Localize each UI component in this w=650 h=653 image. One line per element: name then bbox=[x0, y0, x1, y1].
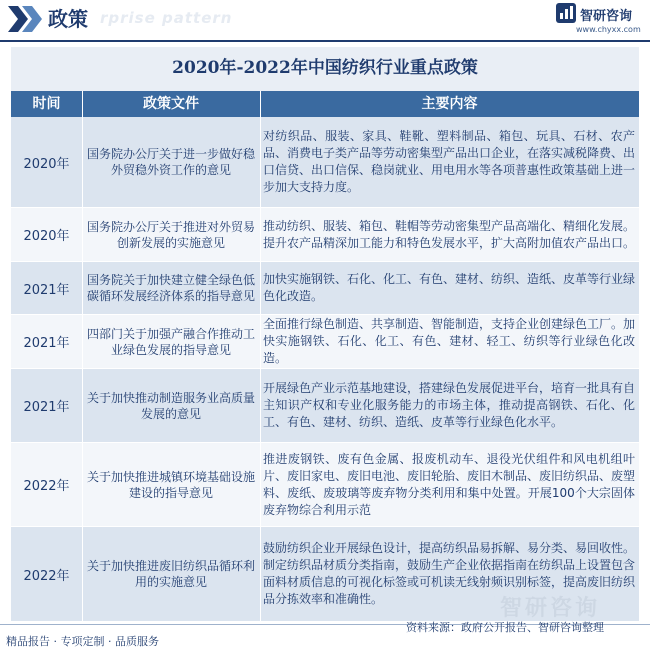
row-doc: 关于加快推动制造服务业高质量发展的意见 bbox=[86, 390, 255, 421]
table-row bbox=[11, 443, 639, 527]
row-doc: 国务院办公厅关于进一步做好稳外贸稳外资工作的意见 bbox=[86, 147, 255, 177]
row-content: 开展绿色产业示范基地建设，搭建绿色发展促进平台，培育一批具有自主知识产权和专业化服务能力的市场主体，推动提高钢铁、石化、化工、有色、建材、纺织、造纸、皮革等行业绿色化水平。 bbox=[263, 381, 636, 429]
double-chevron-icon bbox=[8, 6, 44, 32]
table-row bbox=[11, 369, 639, 443]
row-content: 鼓励纺织企业开展绿色设计，提高纺织品易拆解、易分类、易回收性。制定纺织品材质分类指南，鼓励生产企业依据指南在纺织品上设置包含面料材质信息的可视化标签或可机读无线射频识别标签，提高废旧纺织品分拣效率和准确性。 bbox=[263, 541, 636, 606]
footer-tagline: 精品报告 · 专项定制 · 品质服务 bbox=[6, 635, 159, 648]
column-divider bbox=[260, 91, 261, 621]
row-doc: 关于加快推进城镇环境基础设施建设的指导意见 bbox=[86, 469, 255, 500]
watermark-brand: 智研咨询 bbox=[500, 596, 601, 621]
brand-site: www.chyxx.com bbox=[576, 25, 641, 34]
row-year: 2022年 bbox=[23, 568, 70, 584]
row-year: 2021年 bbox=[23, 400, 70, 415]
row-content: 全面推行绿色制造、共享制造、智能制造，支持企业创建绿色工厂。加快实施钢铁、石化、化工、有色、建材、轻工、纺织等行业绿色化改造。 bbox=[263, 317, 636, 365]
column-header-doc: 政策文件 bbox=[143, 96, 199, 112]
page-title: 政策 bbox=[48, 7, 88, 31]
row-content: 推进废钢铁、废有色金属、报废机动车、退役光伏组件和风电机组叶片、废旧家电、废旧电池、废旧轮胎、废旧木制品、废旧纺织品、废塑料、废纸、废玻璃等废弃物分类利用和集中处置。开展100个大宗固体废弃物综合利用示范 bbox=[263, 451, 636, 517]
table-row bbox=[11, 117, 639, 208]
row-year: 2021年 bbox=[23, 282, 70, 298]
row-doc: 四部门关于加强产融合作推动工业绿色发展的指导意见 bbox=[86, 326, 255, 357]
row-year: 2021年 bbox=[23, 336, 70, 351]
row-doc: 关于加快推进废旧纺织品循环利用的实施意见 bbox=[86, 559, 255, 589]
page-header bbox=[0, 0, 650, 38]
table-title: 2020年-2022年中国纺织行业重点政策 bbox=[172, 58, 478, 78]
source-note: 资料来源：政府公开报告、智研咨询整理 bbox=[406, 621, 604, 634]
header-watermark: rprise pattern bbox=[100, 9, 233, 27]
row-content: 推动纺织、服装、箱包、鞋帽等劳动密集型产品高端化、精细化发展。提升农产品精深加工能力和特色发展水平，扩大高附加值农产品出口。 bbox=[263, 218, 636, 250]
table-header-row bbox=[11, 91, 639, 117]
brand-logo-icon bbox=[556, 3, 576, 23]
row-year: 2020年 bbox=[23, 156, 70, 172]
brand-name: 智研咨询 bbox=[580, 9, 633, 24]
column-header-content: 主要内容 bbox=[421, 96, 478, 112]
row-content: 对纺织品、服装、家具、鞋靴、塑料制品、箱包、玩具、石材、农产品、消费电子类产品等劳动密集型产品出口企业，在落实减税降费、出口信贷、出口信保、稳岗就业、用电用水等各项普惠性政策基础上进一步加大支持力度。 bbox=[263, 129, 636, 194]
column-header-year: 时间 bbox=[32, 96, 61, 112]
row-doc: 国务院关于加快建立健全绿色低碳循环发展经济体系的指导意见 bbox=[86, 273, 255, 303]
row-content: 加快实施钢铁、石化、化工、有色、建材、纺织、造纸、皮革等行业绿色化改造。 bbox=[263, 272, 636, 303]
header-divider bbox=[0, 40, 650, 42]
row-doc: 国务院办公厅关于推进对外贸易创新发展的实施意见 bbox=[86, 219, 255, 250]
table-row bbox=[11, 262, 639, 315]
table-row bbox=[11, 208, 639, 262]
column-divider bbox=[82, 91, 83, 621]
row-year: 2020年 bbox=[23, 229, 70, 244]
row-year: 2022年 bbox=[23, 479, 70, 494]
table-row bbox=[11, 315, 639, 369]
